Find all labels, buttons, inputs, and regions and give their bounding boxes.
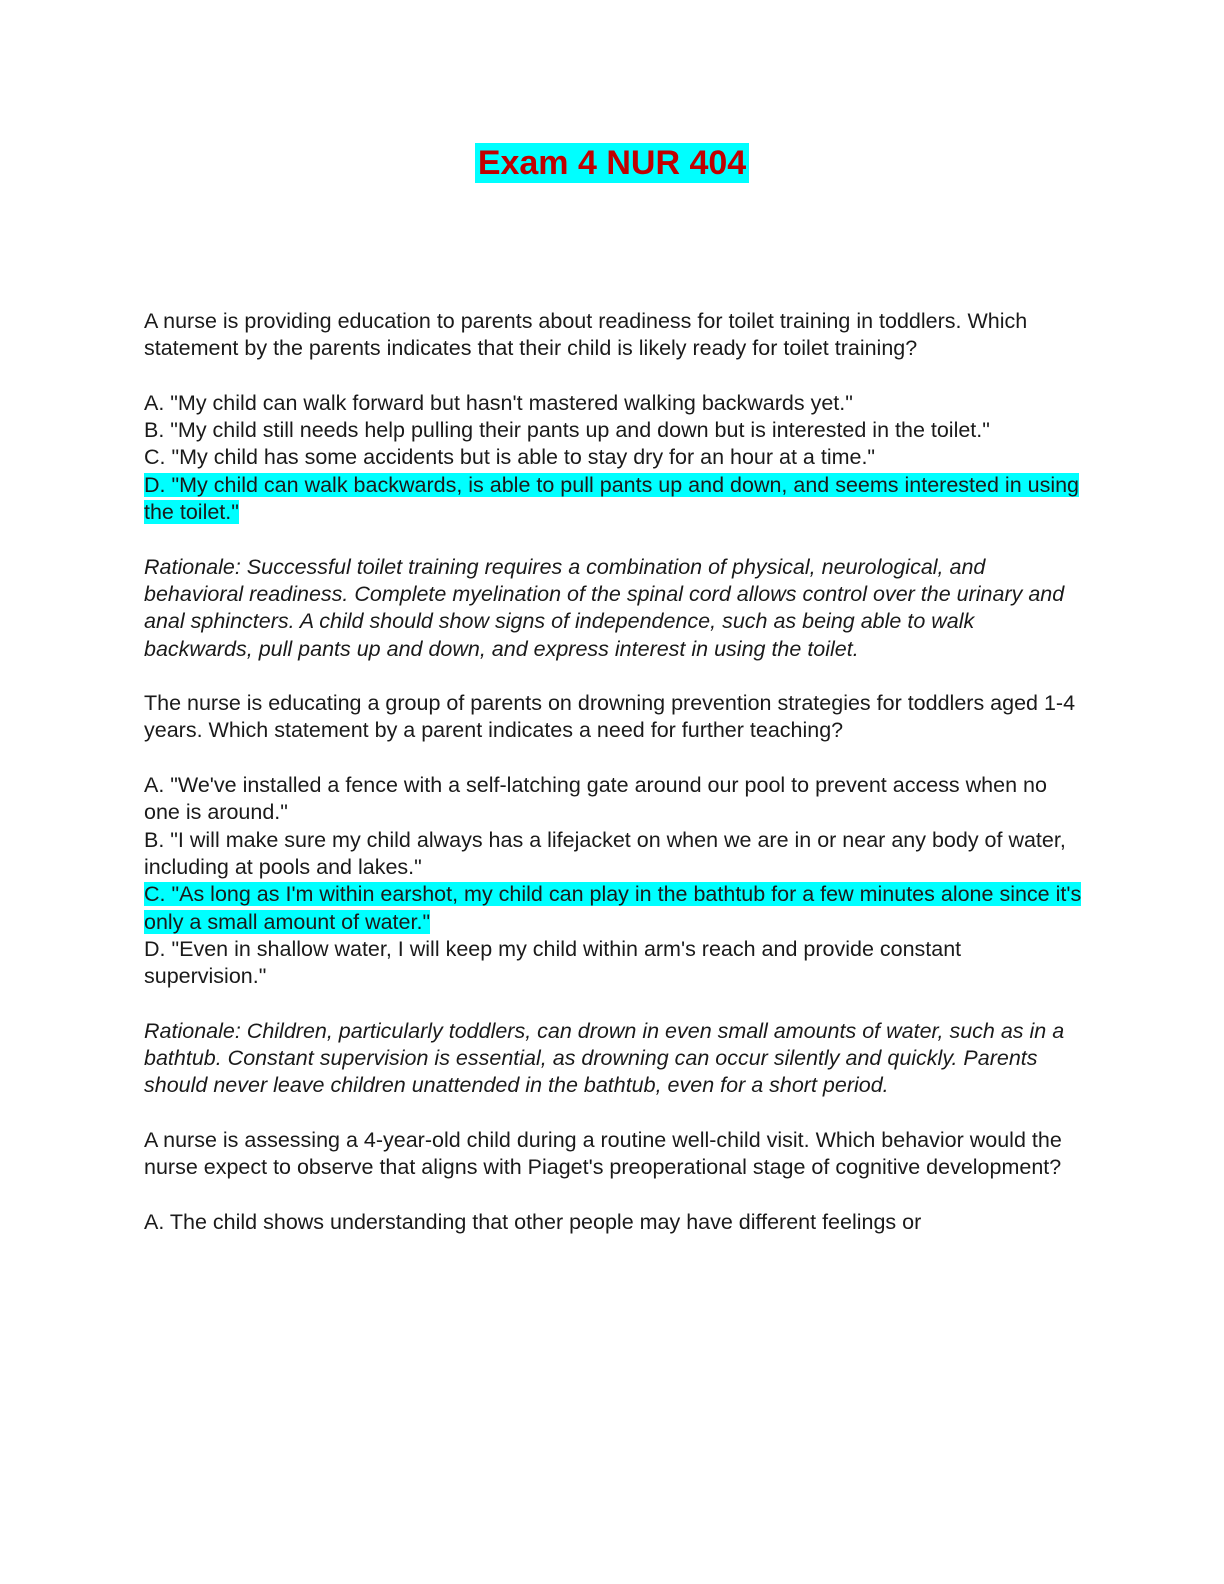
question-1-option-c: C. "My child has some accidents but is able to stay dry for an hour at a time."	[144, 445, 876, 470]
question-2-answer-highlight: C. "As long as I'm within earshot, my child can play in the bathtub for a few minutes alone since it's only a small amount of water."	[144, 882, 1082, 934]
question-1-option-d-correct	[144, 472, 1084, 527]
document-title: Exam 4 NUR 404	[475, 143, 749, 183]
question-3-stem: A nurse is assessing a 4-year-old child during a routine well-child visit. Which behavior would the nurse expect to observe that aligns with Piaget's preoperational stage of cognitive development?	[144, 1127, 1062, 1180]
question-3-option-a: A. The child shows understanding that other people may have different feelings or	[144, 1209, 922, 1234]
question-2-stem: The nurse is educating a group of parents on drowning prevention strategies for toddlers aged 1-4 years. Which statement by a parent indicates a need for further teaching?	[144, 691, 1076, 743]
question-2-option-d: D. "Even in shallow water, I will keep my child within arm's reach and provide constant supervision."	[144, 936, 962, 989]
question-1-rationale: Rationale: Successful toilet training requires a combination of physical, neurological, and behavioral readiness. Complete myelination of the spinal cord allows control over the urinary and anal sphincters. A child should show signs of independence, such as being able to walk backwards, pull pants up and down, and express interest in using the toilet.	[144, 554, 1065, 661]
question-1-stem: A nurse is providing education to parents about readiness for toilet training in toddlers. Which statement by the parents indicates that their child is likely ready for toilet training?	[144, 309, 1028, 361]
question-2-option-a: A. "We've installed a fence with a self-latching gate around our pool to prevent access when no one is around."	[144, 773, 1047, 825]
question-2-option-b: B. "I will make sure my child always has a lifejacket on when we are in or near any body of water, including at pools and lakes."	[144, 827, 1066, 879]
question-1-option-a: A. "My child can walk forward but hasn't mastered walking backwards yet."	[144, 390, 853, 415]
title-container	[0, 143, 1224, 183]
question-2-option-c-correct	[144, 881, 1084, 936]
question-1-option-b: B. "My child still needs help pulling their pants up and down but is interested in the toilet."	[144, 418, 990, 443]
document-body	[144, 308, 1084, 1236]
question-1-answer-highlight: D. "My child can walk backwards, is able to pull pants up and down, and seems interested in using the toilet."	[144, 472, 1080, 525]
question-2-rationale: Rationale: Children, particularly toddlers, can drown in even small amounts of water, such as in a bathtub. Constant supervision is essential, as drowning can occur silently and quickly. Parents should never leave children unattended in the bathtub, even for a short period.	[144, 1018, 1065, 1098]
